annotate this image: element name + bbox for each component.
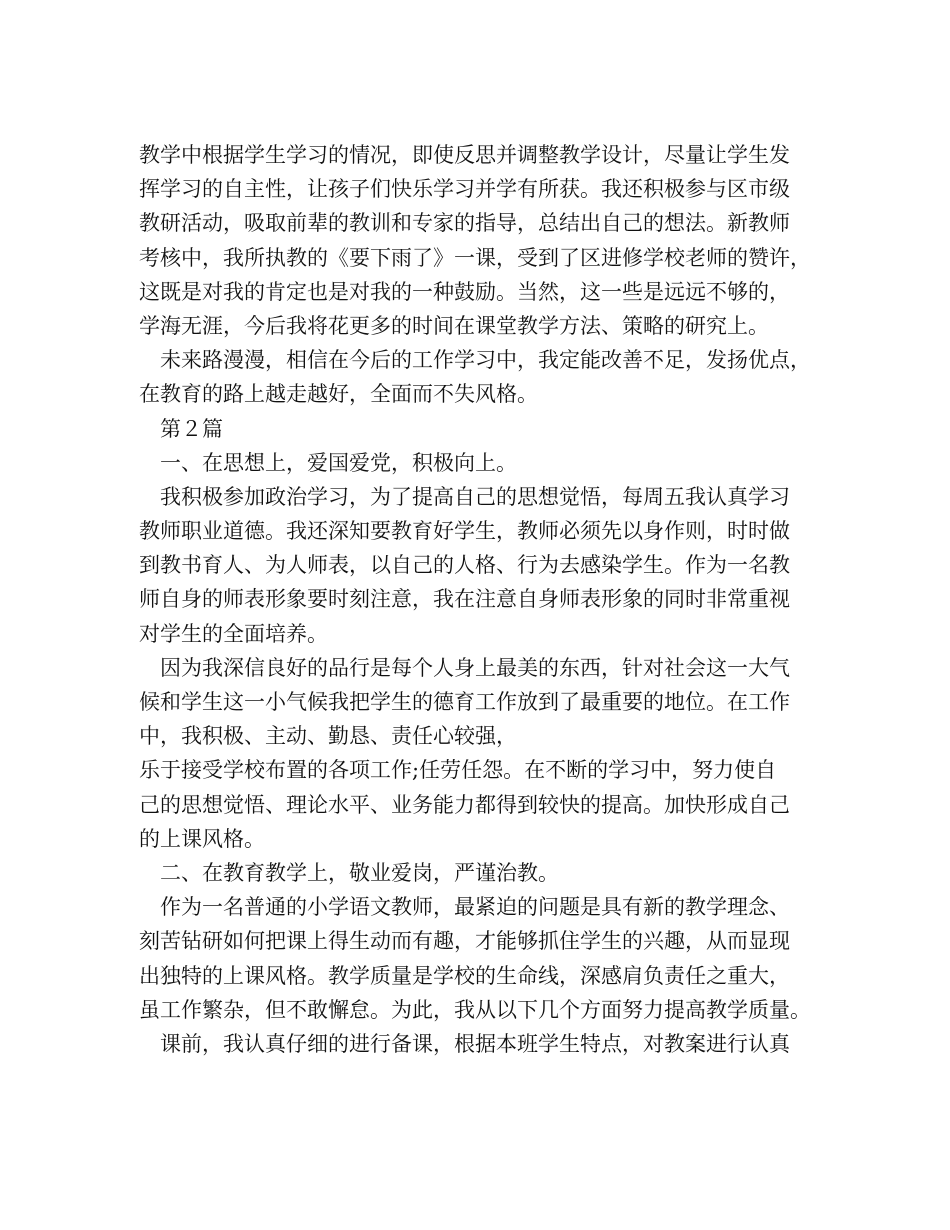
text-line: 未来路漫漫，相信在今后的工作学习中，我定能改善不足，发扬优点，: [160, 348, 811, 373]
text-line: 我积极参加政治学习，为了提高自己的思想觉悟，每周五我认真学习: [160, 484, 790, 509]
text-line: 师自身的师表形象要时刻注意，我在注意自身师表形象的同时非常重视: [139, 587, 790, 612]
text-line: 一、在思想上，爱国爱党，积极向上。: [160, 450, 517, 475]
text-line: 学海无涯，今后我将花更多的时间在课堂教学方法、策略的研究上。: [139, 313, 769, 338]
text-line: 这既是对我的肯定也是对我的一种鼓励。当然，这一些是远远不够的，: [139, 279, 790, 304]
text-line: 的上课风格。: [139, 826, 265, 851]
text-line: 乐于接受学校布置的各项工作;任劳任怨。在不断的学习中，努力使自: [139, 758, 777, 783]
text-line: 到教书育人、为人师表，以自己的人格、行为去感染学生。作为一名教: [139, 553, 790, 578]
text-line: 候和学生这一小气候我把学生的德育工作放到了最重要的地位。在工作: [139, 690, 790, 714]
text-line: 考核中，我所执教的《要下雨了》一课，受到了区进修学校老师的赞许，: [139, 245, 811, 270]
text-line: 因为我深信良好的品行是每个人身上最美的东西，针对社会这一大气: [160, 655, 790, 680]
text-line: 对学生的全面培养。: [139, 621, 328, 646]
text-line: 刻苦钻研如何把课上得生动而有趣，才能够抓住学生的兴趣，从而显现: [139, 929, 790, 954]
text-line: 教研活动，吸取前辈的教训和专家的指导，总结出自己的想法。新教师: [139, 211, 790, 236]
text-line: 中，我积极、主动、勤恳、责任心较强，: [139, 724, 517, 749]
text-line: 第２篇: [160, 416, 223, 441]
text-line: 教学中根据学生学习的情况，即使反思并调整教学设计，尽量让学生发: [139, 143, 790, 167]
document-body: [139, 138, 829, 1061]
text-line: 作为一名普通的小学语文教师，最紧迫的问题是具有新的教学理念、: [160, 895, 790, 920]
text-line: 二、在教育教学上，敬业爱岗，严谨治教。: [160, 860, 559, 885]
text-line: 课前，我认真仔细的进行备课，根据本班学生特点，对教案进行认真: [160, 1031, 790, 1056]
text-line: 出独特的上课风格。教学质量是学校的生命线，深感肩负责任之重大，: [139, 963, 790, 988]
text-line: 虽工作繁杂，但不敢懈怠。为此，我从以下几个方面努力提高教学质量。: [139, 997, 811, 1022]
text-line: 挥学习的自主性，让孩子们快乐学习并学有所获。我还积极参与区市级: [139, 177, 790, 202]
text-line: 教师职业道德。我还深知要教育好学生，教师必须先以身作则，时时做: [139, 519, 790, 544]
text-line: 在教育的路上越走越好，全面而不失风格。: [139, 382, 538, 407]
text-line: 己的思想觉悟、理论水平、业务能力都得到较快的提高。加快形成自己: [139, 792, 790, 817]
